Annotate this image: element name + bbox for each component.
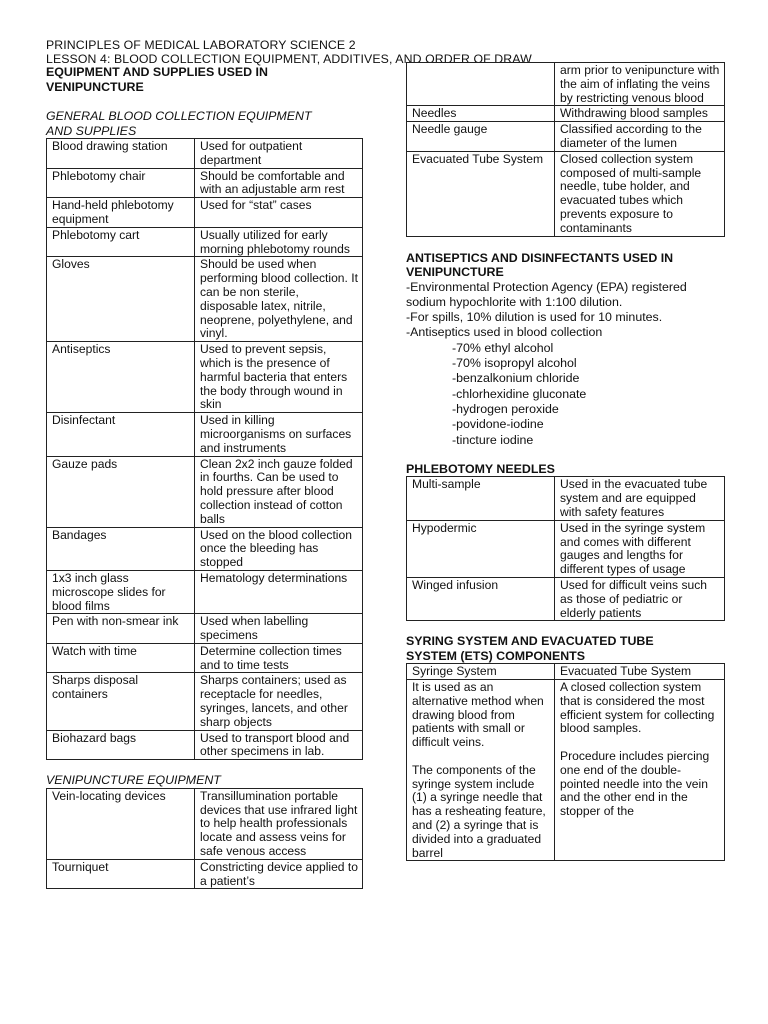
item-cell: Evacuated Tube System xyxy=(407,151,555,236)
description-cell: Withdrawing blood samples xyxy=(555,106,725,122)
section-title-line: SYRING SYSTEM AND EVACUATED TUBE xyxy=(406,634,654,649)
item-cell: Needle gauge xyxy=(407,122,555,152)
header-syringe-system: Syringe System xyxy=(407,664,555,680)
description-cell: Used for difficult veins such as those of pediatric or elderly patients xyxy=(555,577,725,620)
text-line: -For spills, 10% dilution is used for 10 minutes. xyxy=(406,310,663,325)
table-row xyxy=(47,730,363,760)
cell-paragraph: Procedure includes piercing one end of the double-pointed needle into the vein and the other end in the stopper of the xyxy=(560,749,710,819)
description-cell: Used to prevent sepsis, which is the presence of harmful bacteria that enters the body through wound in skin xyxy=(195,342,363,413)
cell-paragraph: It is used as an alternative method when drawing blood from patients with small or difficult veins. xyxy=(412,680,544,750)
table-row xyxy=(47,139,363,169)
description-cell: Should be comfortable and with an adjustable arm rest xyxy=(195,168,363,198)
table-row xyxy=(47,673,363,730)
table-row xyxy=(47,198,363,228)
table-row xyxy=(47,456,363,527)
description-cell: Usually utilized for early morning phlebotomy rounds xyxy=(195,227,363,257)
list-item: -70% isopropyl alcohol xyxy=(452,356,577,371)
list-item: -benzalkonium chloride xyxy=(452,371,580,386)
description-cell: Used to transport blood and other specimens in lab. xyxy=(195,730,363,760)
list-item: -chlorhexidine gluconate xyxy=(452,386,587,401)
table-row xyxy=(47,342,363,413)
item-cell: Antiseptics xyxy=(47,342,195,413)
subsection-title-line: GENERAL BLOOD COLLECTION EQUIPMENT xyxy=(46,109,312,123)
cell-paragraph: The components of the syringe system include (1) a syringe needle that has a resheating feature, and (2) a syringe that is divided into a graduated barrel xyxy=(412,762,546,860)
ets-description-cell xyxy=(555,680,725,861)
general-equipment-table xyxy=(46,138,363,760)
item-cell: Gauze pads xyxy=(47,456,195,527)
syringe-vs-ets-table xyxy=(406,663,725,861)
item-cell: Disinfectant xyxy=(47,413,195,456)
section-title-line: VENIPUNCTURE xyxy=(406,265,504,280)
subsection-title-line: AND SUPPLIES xyxy=(46,123,137,138)
item-cell: Phlebotomy cart xyxy=(47,227,195,257)
subsection-title-venipuncture: VENIPUNCTURE EQUIPMENT xyxy=(46,773,221,788)
venipuncture-equipment-table-continued xyxy=(406,62,725,237)
subsection-title-general xyxy=(46,109,362,138)
table-row xyxy=(407,577,725,620)
item-cell: Bandages xyxy=(47,527,195,570)
description-cell: Classified according to the diameter of the lumen xyxy=(555,122,725,152)
description-cell: Closed collection system composed of multi-sample needle, tube holder, and evacuated tubes which prevents exposure to contaminants xyxy=(555,151,725,236)
item-cell xyxy=(407,63,555,106)
course-title: PRINCIPLES OF MEDICAL LABORATORY SCIENCE 2 xyxy=(46,38,356,52)
description-cell: Determine collection times and to time tests xyxy=(195,643,363,673)
right-column xyxy=(406,62,724,861)
description-cell: Sharps containers; used as receptacle for needles, syringes, lancets, and other sharp objects xyxy=(195,673,363,730)
section-title-line: ANTISEPTICS AND DISINFECTANTS USED IN xyxy=(406,250,674,265)
text-line: -Environmental Protection Agency (EPA) registered xyxy=(406,279,687,294)
description-cell: arm prior to venipuncture with the aim of inflating the veins by restricting venous blood xyxy=(555,63,725,106)
section-title-syringe xyxy=(406,634,724,663)
table-row xyxy=(47,570,363,613)
item-cell: Pen with non-smear ink xyxy=(47,614,195,644)
table-row xyxy=(47,788,363,859)
table-row xyxy=(47,227,363,257)
item-cell: Vein-locating devices xyxy=(47,788,195,859)
description-cell: Used for outpatient department xyxy=(195,139,363,169)
table-row xyxy=(47,527,363,570)
list-item: -povidone-iodine xyxy=(452,417,544,432)
item-cell: 1x3 inch glass microscope slides for blood films xyxy=(47,570,195,613)
item-cell: Winged infusion xyxy=(407,577,555,620)
description-cell: Clean 2x2 inch gauze folded in fourths. Can be used to hold pressure after blood collection instead of cotton balls xyxy=(195,456,363,527)
header-evacuated-tube-system: Evacuated Tube System xyxy=(555,664,725,680)
item-cell: Biohazard bags xyxy=(47,730,195,760)
description-cell: Constricting device applied to a patient’s xyxy=(195,859,363,889)
description-cell: Used when labelling specimens xyxy=(195,614,363,644)
item-cell: Phlebotomy chair xyxy=(47,168,195,198)
section-title-equipment xyxy=(46,65,362,94)
description-cell: Used in the syringe system and comes with different gauges and lengths for different types of usage xyxy=(555,520,725,577)
table-row xyxy=(47,413,363,456)
item-cell: Multi-sample xyxy=(407,477,555,520)
item-cell: Needles xyxy=(407,106,555,122)
table-row xyxy=(407,151,725,236)
table-row xyxy=(47,643,363,673)
description-cell: Used in killing microorganisms on surfaces and instruments xyxy=(195,413,363,456)
section-title-antiseptics xyxy=(406,251,724,280)
table-row xyxy=(407,477,725,520)
antiseptics-list xyxy=(406,341,724,448)
item-cell: Tourniquet xyxy=(47,859,195,889)
cell-paragraph: A closed collection system that is considered the most efficient system for collecting blood samples. xyxy=(560,680,715,736)
item-cell: Hypodermic xyxy=(407,520,555,577)
table-row xyxy=(407,520,725,577)
list-item: -tincture iodine xyxy=(452,432,534,447)
table-header-row xyxy=(407,664,725,680)
item-cell: Sharps disposal containers xyxy=(47,673,195,730)
table-row xyxy=(407,122,725,152)
table-row xyxy=(47,168,363,198)
table-row xyxy=(407,680,725,861)
table-row xyxy=(407,106,725,122)
table-row xyxy=(47,257,363,342)
section-title-needles: PHLEBOTOMY NEEDLES xyxy=(406,461,555,476)
syringe-description-cell xyxy=(407,680,555,861)
item-cell: Blood drawing station xyxy=(47,139,195,169)
list-item: -hydrogen peroxide xyxy=(452,401,559,416)
section-title-line: VENIPUNCTURE xyxy=(46,79,144,94)
item-cell: Gloves xyxy=(47,257,195,342)
lesson-title: LESSON 4: BLOOD COLLECTION EQUIPMENT, ADDITIVES, AND ORDER OF DRAW xyxy=(46,52,532,66)
phlebotomy-needles-table xyxy=(406,476,725,621)
text-line: sodium hypochlorite with 1:100 dilution. xyxy=(406,294,623,309)
item-cell: Hand-held phlebotomy equipment xyxy=(47,198,195,228)
antiseptics-text xyxy=(406,280,724,341)
text-line: -Antiseptics used in blood collection xyxy=(406,325,603,340)
section-title-line: SYSTEM (ETS) COMPONENTS xyxy=(406,648,585,663)
table-row xyxy=(407,63,725,106)
table-row xyxy=(47,859,363,889)
description-cell: Used in the evacuated tube system and are equipped with safety features xyxy=(555,477,725,520)
section-title-line: EQUIPMENT AND SUPPLIES USED IN xyxy=(46,65,268,79)
description-cell: Used for “stat” cases xyxy=(195,198,363,228)
list-item: -70% ethyl alcohol xyxy=(452,340,554,355)
description-cell: Hematology determinations xyxy=(195,570,363,613)
description-cell: Transillumination portable devices that use infrared light to help health professionals locate and assess veins for safe venous access xyxy=(195,788,363,859)
left-column xyxy=(46,65,362,889)
table-row xyxy=(47,614,363,644)
venipuncture-equipment-table xyxy=(46,788,363,890)
description-cell: Should be used when performing blood collection. It can be non sterile, disposable latex, nitrile, neoprene, polyethylene, and vinyl. xyxy=(195,257,363,342)
item-cell: Watch with time xyxy=(47,643,195,673)
description-cell: Used on the blood collection once the bleeding has stopped xyxy=(195,527,363,570)
